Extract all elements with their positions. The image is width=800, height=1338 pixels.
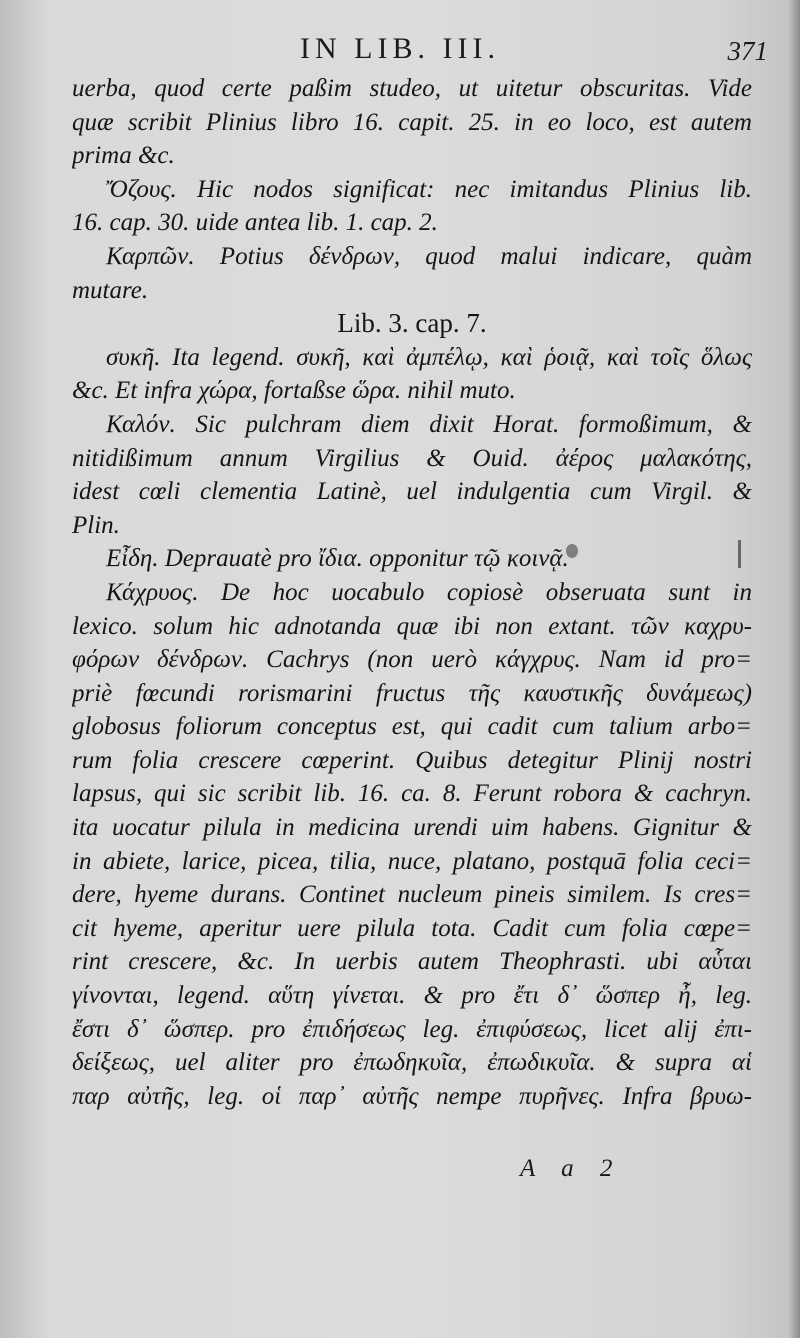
ink-blot: [566, 544, 578, 558]
text-line: uerba, quod certe paßim studeo, ut uitetur obscuritas. Vide: [72, 75, 752, 102]
text-line: quæ scribit Plinius libro 16. capit. 25. in eo loco, est autem: [72, 108, 752, 136]
section-heading: Lib. 3. cap. 7.: [337, 308, 487, 339]
text-line: rint crescere, &c. In uerbis autem Theophrasti. ubi αὗται: [72, 948, 752, 976]
lemma-line: Εἶδη. Deprauatè pro ἴδια. opponitur τῷ κοινᾷ.: [106, 545, 569, 573]
lemma-line: Καρπῶν. Potius δένδρων, quod malui indicare, quàm: [106, 242, 752, 270]
text-line: ἔστι δ᾽ ὥσπερ. pro ἐπιδήσεως leg. ἐπιφύσεως, licet alij ἐπι-: [72, 1015, 752, 1043]
text-line: nitidißimum annum Virgilius & Ouid. ἀέρος μαλακότης,: [72, 444, 752, 472]
text-line: φόρων δένδρων. Cachrys (non uerò κάγχρυς. Nam id pro=: [72, 646, 752, 674]
text-line: 16. cap. 30. uide antea lib. 1. cap. 2.: [72, 209, 438, 237]
running-head: IN LIB. III.: [300, 32, 500, 65]
text-line: prima &c.: [72, 142, 175, 170]
lemma-line: Ὄζους. Hic nodos significat: nec imitandus Plinius lib.: [106, 175, 752, 203]
text-line: cit hyeme, aperitur uere pilula tota. Cadit cum folia cœpe=: [72, 914, 752, 942]
text-line: &c. Et infra χώρα, fortaßse ὥρα. nihil muto.: [72, 377, 516, 405]
text-line: lexico. solum hic adnotanda quæ ibi non extant. τῶν καχρυ-: [72, 612, 752, 640]
lemma-line: συκῆ. Ita legend. συκῆ, καὶ ἀμπέλῳ, καὶ ῥοιᾷ, καὶ τοῖς ὅλως: [106, 343, 752, 371]
text-line: ita uocatur pilula in medicina urendi uim habens. Gignitur &: [72, 814, 752, 842]
text-line: dere, hyeme durans. Continet nucleum pineis similem. Is cres=: [72, 881, 752, 909]
text-line: γίνονται, legend. αὕτη γίνεται. & pro ἔτι δ᾽ ὥσπερ ἦ, leg.: [72, 982, 752, 1010]
lemma-line: Καλόν. Sic pulchram diem dixit Horat. formoßimum, &: [106, 410, 752, 438]
text-line: mutare.: [72, 276, 149, 304]
lemma-line: Κάχρυος. De hoc uocabulo copiosè obseruata sunt in: [106, 578, 752, 606]
text-line: lapsus, qui sic scribit lib. 16. ca. 8. Ferunt robora & cachryn.: [72, 780, 752, 808]
text-line: priè fœcundi rorismarini fructus τῆς καυστικῆς δυνάμεως): [72, 679, 752, 707]
signature-catchwords: A a 2: [520, 1155, 623, 1182]
text-line: globosus foliorum conceptus est, qui cadit cum talium arbo=: [72, 713, 752, 741]
text-line: δείξεως, uel aliter pro ἐπωδηκυῖα, ἐπωδικυῖα. & supra αἱ: [72, 1049, 752, 1077]
page-number: 371: [727, 36, 768, 66]
commentary-text: [72, 72, 752, 1113]
text-line: in abiete, larice, picea, tilia, nuce, platano, postquā folia ceci=: [72, 847, 752, 875]
margin-mark: [738, 540, 741, 568]
text-line: rum folia crescere cœperint. Quibus detegitur Plinij nostri: [72, 746, 752, 774]
text-line: idest cœli clementia Latinè, uel indulgentia cum Virgil. &: [72, 478, 752, 506]
page-header: [0, 32, 800, 72]
text-line: Plin.: [72, 511, 120, 539]
page-edge-shadow: [788, 0, 800, 1338]
text-line: παρ αὐτῆς, leg. οἱ παρ᾽ αὐτῆς nempe πυρῆνες. Infra βρυω-: [72, 1082, 752, 1110]
